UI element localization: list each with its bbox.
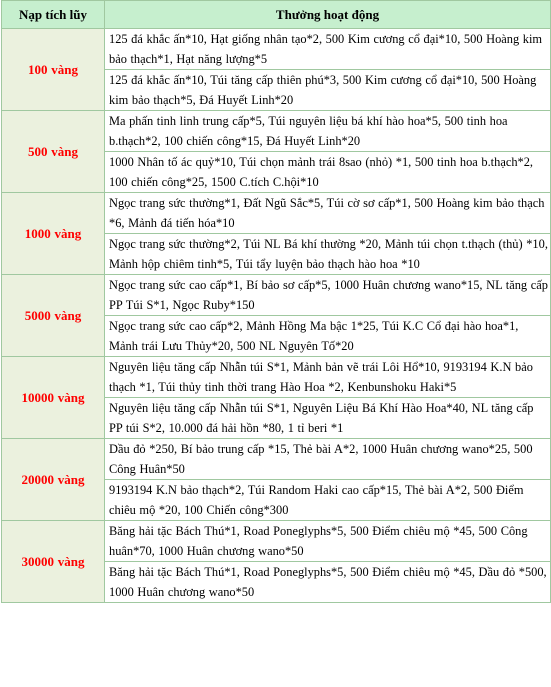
table-row — [2, 357, 551, 398]
table-row — [2, 275, 551, 316]
reward-cell: Dầu đỏ *250, Bí bảo trung cấp *15, Thẻ bài A*2, 1000 Huân chương wano*25, 500 Công Huân*50 — [105, 439, 551, 480]
table-row — [2, 111, 551, 152]
table-row — [2, 193, 551, 234]
table-row — [2, 521, 551, 562]
tier-amount: 500 vàng — [2, 111, 105, 193]
tier-amount: 30000 vàng — [2, 521, 105, 603]
reward-cell: Nguyên liệu tăng cấp Nhẫn túi S*1, Mảnh bản vẽ trái Lôi Hổ*10, 9193194 K.N bảo thạch *1, Túi thủy tinh thời trang Hào Hoa *2, Kenbunshoku Haki*5 — [105, 357, 551, 398]
reward-table — [1, 0, 551, 603]
table-row — [2, 439, 551, 480]
header-reward: Thưởng hoạt động — [105, 1, 551, 29]
tier-amount: 1000 vàng — [2, 193, 105, 275]
reward-cell: 9193194 K.N bảo thạch*2, Túi Random Haki cao cấp*15, Thẻ bài A*2, 500 Điểm chiêu mộ *20, 100 Chiến công*300 — [105, 480, 551, 521]
reward-cell: 125 đá khắc ấn*10, Túi tăng cấp thiên phú*3, 500 Kim cương cổ đại*10, 500 Hoàng kim bảo thạch*5, Đá Huyết Linh*20 — [105, 70, 551, 111]
reward-cell: 125 đá khắc ấn*10, Hạt giống nhân tạo*2, 500 Kim cương cổ đại*10, 500 Hoàng kim bảo thạch*1, Hạt năng lượng*5 — [105, 29, 551, 70]
reward-cell: Băng hải tặc Bách Thú*1, Road Poneglyphs*5, 500 Điểm chiêu mộ *45, Dầu đỏ *500, 1000 Huân chương wano*50 — [105, 562, 551, 603]
tier-amount: 100 vàng — [2, 29, 105, 111]
tier-amount: 5000 vàng — [2, 275, 105, 357]
reward-cell: Ma phấn tinh linh trung cấp*5, Túi nguyên liệu bá khí hào hoa*5, 500 tinh hoa b.thạch*2, 100 chiến công*15, Đá Huyết Linh*20 — [105, 111, 551, 152]
reward-cell: Ngọc trang sức thường*1, Đất Ngũ Sắc*5, Túi cờ sơ cấp*1, 500 Hoàng kim bảo thạch *6, Mảnh đá tiến hóa*10 — [105, 193, 551, 234]
header-row — [2, 1, 551, 29]
reward-cell: Ngọc trang sức thường*2, Túi NL Bá khí thường *20, Mảnh túi chọn t.thạch (thủ) *10, Mảnh hộp chiêm tinh*5, Túi tẩy luyện bảo thạch hào hoa *10 — [105, 234, 551, 275]
tier-amount: 20000 vàng — [2, 439, 105, 521]
reward-cell: Ngọc trang sức cao cấp*2, Mảnh Hồng Ma bậc 1*25, Túi K.C Cổ đại hào hoa*1, Mảnh trái Lưu Thủy*20, 500 NL Nguyên Tố*20 — [105, 316, 551, 357]
reward-cell: 1000 Nhân tố ác quỷ*10, Túi chọn mảnh trái 8sao (nhỏ) *1, 500 tinh hoa b.thạch*2, 100 chiến công*25, 1500 C.tích C.hội*10 — [105, 152, 551, 193]
header-tier: Nạp tích lũy — [2, 1, 105, 29]
reward-cell: Ngọc trang sức cao cấp*1, Bí bảo sơ cấp*5, 1000 Huân chương wano*15, NL tăng cấp PP Túi S*1, Ngọc Ruby*150 — [105, 275, 551, 316]
reward-cell: Băng hải tặc Bách Thú*1, Road Poneglyphs*5, 500 Điểm chiêu mộ *45, 500 Công huân*70, 1000 Huân chương wano*50 — [105, 521, 551, 562]
table-row — [2, 29, 551, 70]
tier-amount: 10000 vàng — [2, 357, 105, 439]
reward-cell: Nguyên liệu tăng cấp Nhẫn túi S*1, Nguyên Liệu Bá Khí Hào Hoa*40, NL tăng cấp PP túi S*2, 10.000 đá hải hồn *80, 1 tỉ beri *1 — [105, 398, 551, 439]
